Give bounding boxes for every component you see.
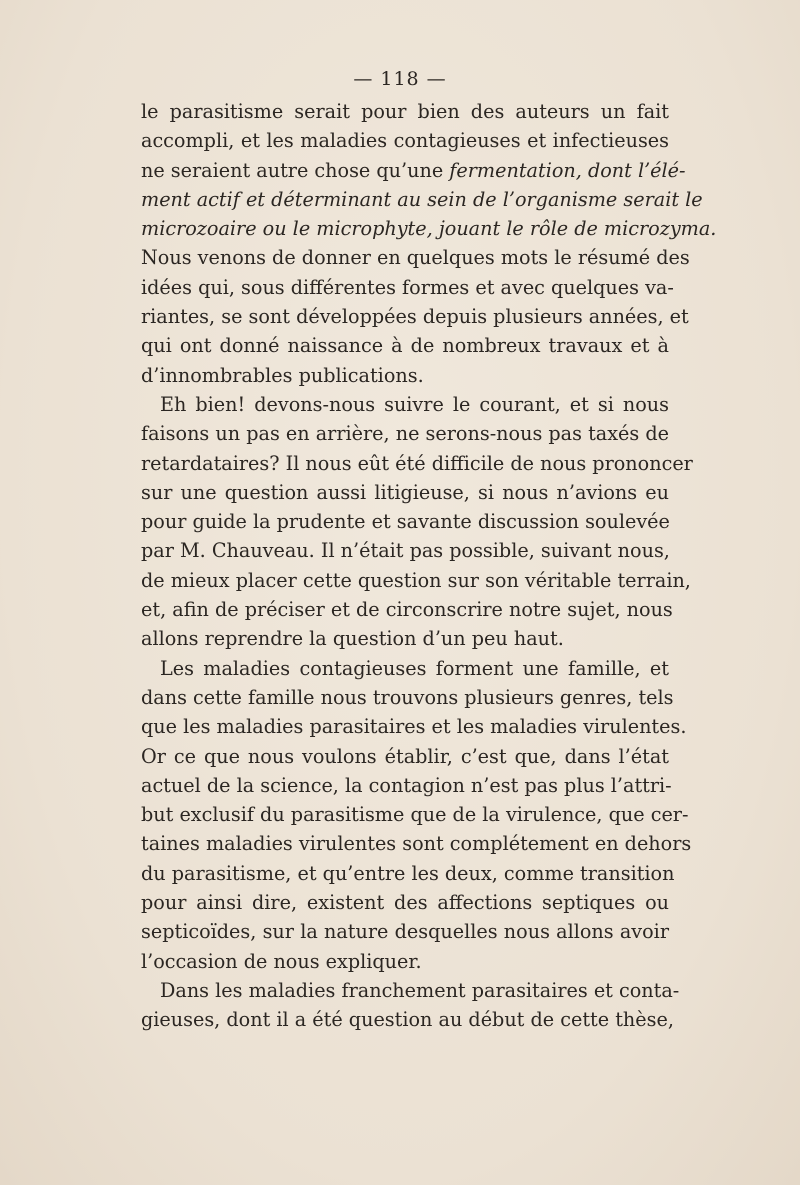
line-text: gieuses, dont il a été question au début de cette thèse, [141,1008,674,1032]
line-text: d’innombrables publications. [141,363,424,387]
line-text: qui ont donné naissance à de nombreux travaux et à [141,334,669,358]
line-text: actuel de la science, la contagion n’est pas plus l’attri- [141,773,672,797]
line-text: Or ce que nous voulons établir, c’est que, dans l’état [141,744,669,768]
text-line [141,419,669,448]
text-line [141,97,669,126]
page-number: — 118 — [353,68,447,90]
text-line [141,917,669,946]
line-text: du parasitisme, et qu’entre les deux, comme transition [141,861,675,885]
text-line [141,273,674,302]
line-text: que les maladies parasitaires et les maladies virulentes. [141,715,687,739]
italic-text: ou le microphyte, jouant le rôle de microzyma. [262,217,717,241]
text-line [141,976,680,1005]
line-text: le parasitisme serait pour bien des auteurs un fait [141,100,669,123]
text-line [141,449,693,478]
text-line [141,361,669,390]
text-line [141,859,675,888]
text-line [141,331,669,360]
text-line [141,1005,674,1034]
italic-text: microzoaire [141,217,263,241]
text-line [141,156,686,185]
line-text: ne seraient autre chose qu’une [141,158,450,182]
text-line [141,947,669,976]
line-text: retardataires? Il nous eût été difficile de nous prononcer [141,451,693,475]
text-line [141,390,669,419]
line-text: idées qui, sous différentes formes et avec quelques va- [141,275,674,299]
line-text: Nous venons de donner en quelques mots le résumé des [141,246,690,270]
text-line [141,507,669,536]
text-line [141,214,717,243]
line-text: dans cette famille nous trouvons plusieurs genres, tels [141,685,674,709]
line-text: allons reprendre la question d’un peu haut. [141,627,564,651]
line-text: but exclusif du parasitisme que de la virulence, que cer- [141,803,689,827]
text-line [141,302,689,331]
text-line [141,742,669,771]
line-text: riantes, se sont développées depuis plusieurs années, et [141,305,689,329]
line-text: l’occasion de nous expliquer. [141,949,422,973]
text-line [141,624,669,653]
line-text: pour guide la prudente et savante discussion soulevée [141,510,670,534]
text-line [141,712,687,741]
body-text [141,97,717,1035]
text-line [141,126,669,155]
line-text: et, afin de préciser et de circonscrire notre sujet, nous [141,598,673,622]
italic-text: ment actif et déterminant au sein de l’organisme serait le [141,187,703,211]
line-text: taines maladies virulentes sont complétement en dehors [141,832,692,856]
text-line [141,536,669,565]
line-text: par M. Chauveau. Il n’était pas possible, suivant nous, [141,539,670,563]
line-text: accompli, et les maladies contagieuses et infectieuses [141,129,669,153]
text-line [141,771,672,800]
line-text: faisons un pas en arrière, ne serons-nous pas taxés de [141,422,669,446]
text-line [141,185,703,214]
text-line [141,478,669,507]
text-line [141,800,689,829]
line-text: de mieux placer cette question sur son véritable terrain, [141,568,691,592]
line-text: Eh bien! devons-nous suivre le courant, et si nous [160,392,669,416]
line-text: sur une question aussi litigieuse, si nous n’avions eu [141,480,669,504]
line-text: Les maladies contagieuses forment une famille, et [160,656,669,680]
text-line [141,888,669,917]
italic-text: fermentation, dont l’élé- [449,158,686,182]
text-line [141,243,690,272]
text-line [141,595,673,624]
text-line [141,566,691,595]
text-line [141,654,669,683]
text-line [141,683,674,712]
line-text: pour ainsi dire, existent des affections septiques ou [141,891,669,915]
line-text: septicoïdes, sur la nature desquelles nous allons avoir [141,920,669,944]
line-text: Dans les maladies franchement parasitaires et conta- [160,978,680,1002]
text-line [141,829,692,858]
